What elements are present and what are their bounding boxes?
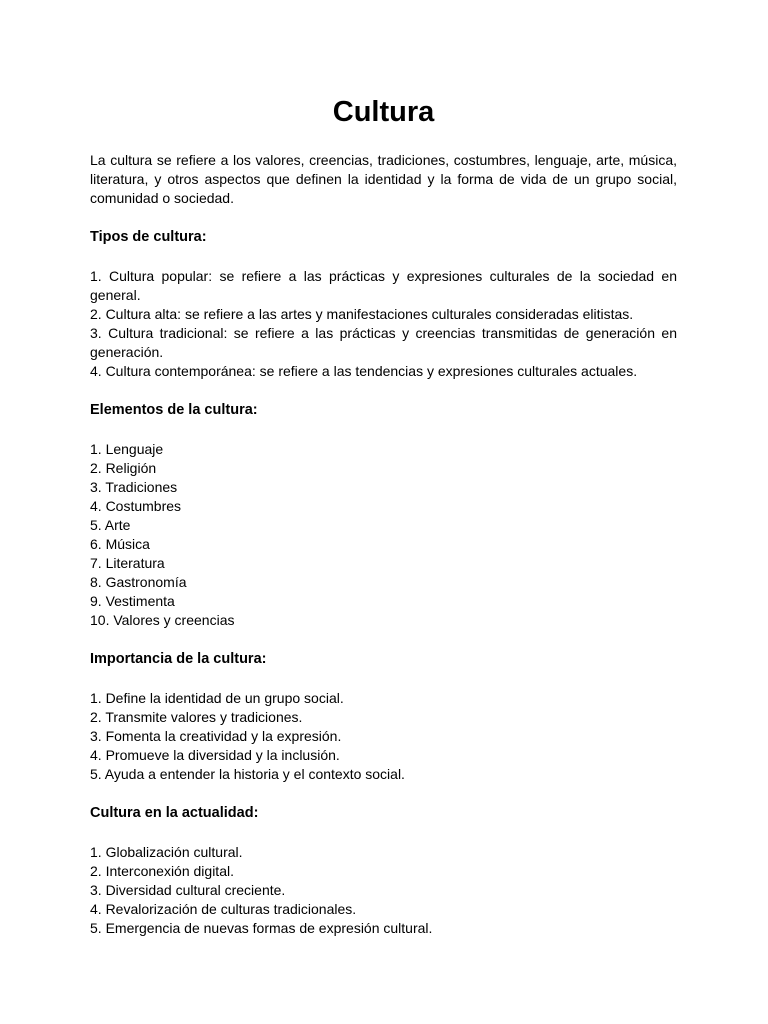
section-list [90, 440, 677, 630]
list-item: 3. Diversidad cultural creciente. [90, 882, 286, 898]
list-item: 5. Arte [90, 517, 131, 533]
list-item: 1. Lenguaje [90, 441, 164, 457]
list-item: 4. Promueve la diversidad y la inclusión. [90, 747, 340, 763]
list-item: 4. Revalorización de culturas tradicionales. [90, 901, 357, 917]
list-item: 10. Valores y creencias [90, 612, 235, 628]
list-item: 9. Vestimenta [90, 593, 175, 609]
list-item: 7. Literatura [90, 555, 165, 571]
list-item: 2. Religión [90, 460, 157, 476]
list-item: 3. Cultura tradicional: se refiere a las prácticas y creencias transmitidas de generación en generación. [90, 325, 677, 360]
list-item: 3. Tradiciones [90, 479, 178, 495]
section-cultura-en-la-actualidad [90, 804, 677, 938]
list-item: 2. Cultura alta: se refiere a las artes y manifestaciones culturales consideradas elitistas. [90, 306, 634, 322]
list-item: 1. Cultura popular: se refiere a las prácticas y expresiones culturales de la sociedad en general. [90, 268, 677, 303]
intro-paragraph: La cultura se refiere a los valores, creencias, tradiciones, costumbres, lenguaje, arte, música, literatura, y otros aspectos que definen la identidad y la forma de vida de un grupo social, comunidad o sociedad. [90, 152, 677, 206]
section-heading: Tipos de cultura: [90, 229, 207, 245]
section-elementos-de-la-cultura [90, 401, 677, 630]
list-item: 4. Costumbres [90, 498, 182, 514]
list-item: 8. Gastronomía [90, 574, 187, 590]
section-heading: Cultura en la actualidad: [90, 805, 259, 821]
list-item: 2. Interconexión digital. [90, 863, 234, 879]
document-page [90, 92, 677, 938]
list-item: 5. Emergencia de nuevas formas de expresión cultural. [90, 920, 433, 936]
list-item: 4. Cultura contemporánea: se refiere a las tendencias y expresiones culturales actuales. [90, 363, 638, 379]
list-item: 1. Define la identidad de un grupo social. [90, 690, 344, 706]
list-item: 3. Fomenta la creatividad y la expresión. [90, 728, 342, 744]
list-item: 6. Música [90, 536, 150, 552]
list-item: 2. Transmite valores y tradiciones. [90, 709, 303, 725]
section-tipos-de-cultura [90, 228, 677, 381]
section-list [90, 843, 677, 938]
section-list [90, 689, 677, 784]
list-item: 1. Globalización cultural. [90, 844, 243, 860]
list-item: 5. Ayuda a entender la historia y el contexto social. [90, 766, 405, 782]
document-title: Cultura [332, 96, 435, 128]
section-heading: Elementos de la cultura: [90, 402, 258, 418]
section-importancia-de-la-cultura [90, 650, 677, 784]
section-heading: Importancia de la cultura: [90, 651, 267, 667]
section-list [90, 267, 677, 381]
